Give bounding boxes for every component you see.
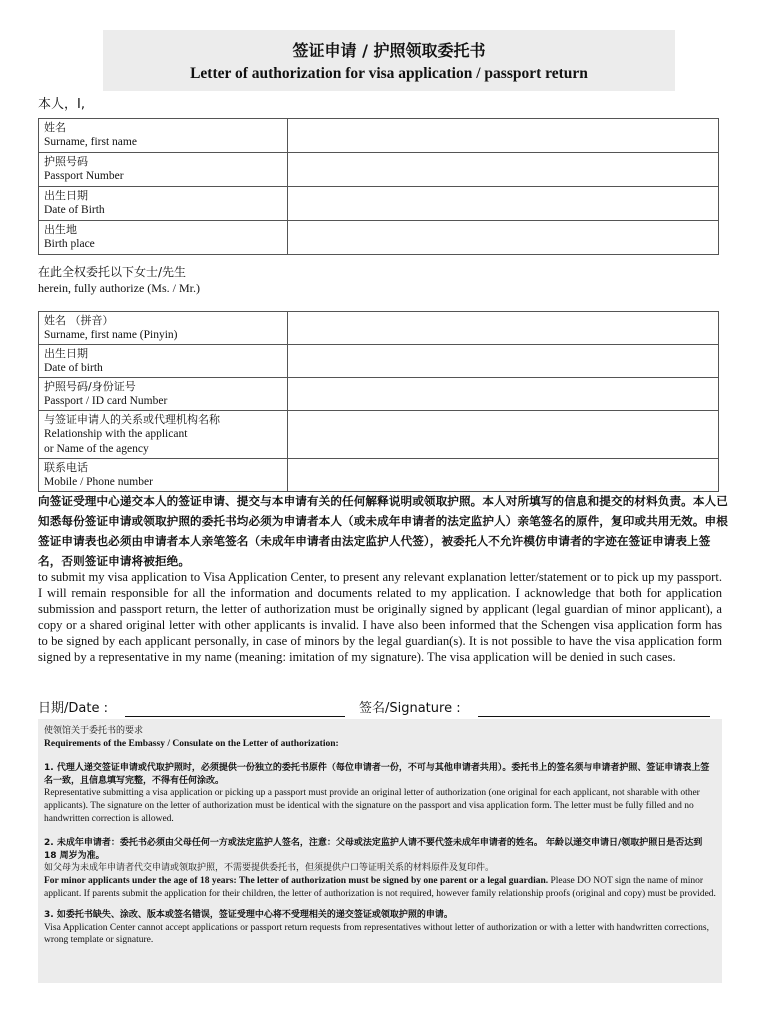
passport-number-input[interactable] <box>288 153 719 187</box>
field-label: 出生日期 Date of birth <box>39 345 288 378</box>
signature-input[interactable] <box>478 716 710 717</box>
field-label: 联系电话 Mobile / Phone number <box>39 459 288 492</box>
date-label: 日期/Date : <box>38 701 108 716</box>
requirement-3-en: Visa Application Center cannot accept applications or passport return requests from representatives without letter of authorization or with a letter with handwritten corrections, wrong template or signature. <box>44 922 710 946</box>
requirement-2-en <box>44 875 716 900</box>
authorize-text: 在此全权委托以下女士/先生 herein, fully authorize (Ms. / Mr.) <box>38 265 200 295</box>
date-of-birth-input[interactable] <box>288 187 719 221</box>
table-row <box>39 411 719 459</box>
rep-name-input[interactable] <box>288 312 719 345</box>
intro-text: 本人，I, <box>38 97 85 112</box>
field-label: 护照号码/身份证号 Passport / ID card Number <box>39 378 288 411</box>
requirement-1-cn: 1. 代理人递交签证申请或代取护照时，必须提供一份独立的委托书原件（每位申请者一份，不可与其他申请者共用）。委托书上的签名须与申请者护照、签证申请表上签名一致，且信息填写完整，不得有任何涂改。 <box>44 763 710 786</box>
requirement-2-en-rest: Please DO NOT sign the name of minor applicant. If parents submit the application for their children, the letter of authorization is not required, however family relationship proofs (original and copy) must be provided. <box>44 875 716 899</box>
table-row <box>39 153 719 187</box>
requirements-heading-cn: 使领馆关于委托书的要求 <box>44 726 144 736</box>
statement-english: to submit my visa application to Visa Application Center, to present any relevant explanation letter/statement or to pick up my passport. I will remain responsible for all the information and documents related to my application. I acknowledge that both for application submission and passport return, the letter of authorization must be originally signed by applicant (legal guardian of minor applicant), a copy or a shared original letter with other applicants is invalid. I have also been informed that the Schengen visa application form has to be signed by each applicant personally, in case of minors by the legal guardian(s). It is not possible to have the visa application form signed by a representative in my name (meaning: imitation of my signature). The visa application will be denied in such cases. <box>38 570 722 664</box>
table-row <box>39 187 719 221</box>
rep-date-of-birth-input[interactable] <box>288 345 719 378</box>
statement-chinese: 向签证受理中心递交本人的签证申请、提交与本申请有关的任何解释说明或领取护照。本人对所填写的信息和提交的材料负责。本人已知悉每份签证申请或领取护照的委托书均必须为申请者本人（或未成年申请者的法定监护人）亲笔签名的原件，复印或共用无效。申根签证申请表也必须由申请者本人亲笔签名（未成年申请者由法定监护人代签），被委托人不允许模仿申请者的字迹在签证申请表上签名，否则签证申请将被拒绝。 <box>38 494 728 568</box>
table-row <box>39 459 719 492</box>
date-input[interactable] <box>125 716 345 717</box>
table-row <box>39 221 719 255</box>
requirement-2-en-bold: For minor applicants under the age of 18 years: The letter of authorization must be signed by one parent or a legal guardian. <box>44 875 549 886</box>
requirement-1-en: Representative submitting a visa application or picking up a passport must provide an original letter of authorization (one original for each applicant, not sharable with other applicants). The signature on the letter of authorization must be identical with the signature on the passport and visa application form. The letter must be fully filled and no handwritten correction is allowed. <box>44 788 700 824</box>
table-row <box>39 312 719 345</box>
table-row <box>39 378 719 411</box>
table-row <box>39 119 719 153</box>
applicant-table <box>38 118 719 255</box>
rep-passport-id-input[interactable] <box>288 378 719 411</box>
rep-phone-input[interactable] <box>288 459 719 492</box>
signature-label: 签名/Signature : <box>358 701 461 716</box>
representative-table <box>38 311 719 492</box>
field-label: 护照号码 Passport Number <box>39 153 288 187</box>
birth-place-input[interactable] <box>288 221 719 255</box>
document-header <box>103 30 675 91</box>
title-chinese: 签证申请 / 护照领取委托书 <box>292 41 486 60</box>
signature-row <box>38 697 728 717</box>
requirement-2-cn-note: 如父母为未成年申请者代交申请或领取护照，不需要提供委托书，但须提供户口等证明关系的材料原件及复印件。 <box>44 863 495 874</box>
table-row <box>39 345 719 378</box>
field-label: 出生日期 Date of Birth <box>39 187 288 221</box>
requirements-box <box>38 719 722 983</box>
requirement-2-cn: 2. 未成年申请者：委托书必须由父母任何一方或法定监护人签名，注意：父母或法定监护人请不要代签未成年申请者的姓名。 年龄以递交申请日/领取护照日是否达到 18 周岁为准。 <box>44 838 703 861</box>
title-english: Letter of authorization for visa application / passport return <box>190 65 588 82</box>
field-label: 出生地 Birth place <box>39 221 288 255</box>
field-label: 与签证申请人的关系或代理机构名称 Relationship with the applicant or Name of the agency <box>39 411 288 459</box>
rep-relationship-input[interactable] <box>288 411 719 459</box>
requirement-3-cn: 3. 如委托书缺失、涂改、版本或签名错误，签证受理中心将不受理相关的递交签证或领取护照的申请。 <box>44 910 453 921</box>
requirements-heading-en: Requirements of the Embassy / Consulate on the Letter of authorization: <box>44 738 339 749</box>
applicant-name-input[interactable] <box>288 119 719 153</box>
field-label: 姓名 Surname, first name <box>39 119 288 153</box>
field-label: 姓名 （拼音） Surname, first name (Pinyin) <box>39 312 288 345</box>
